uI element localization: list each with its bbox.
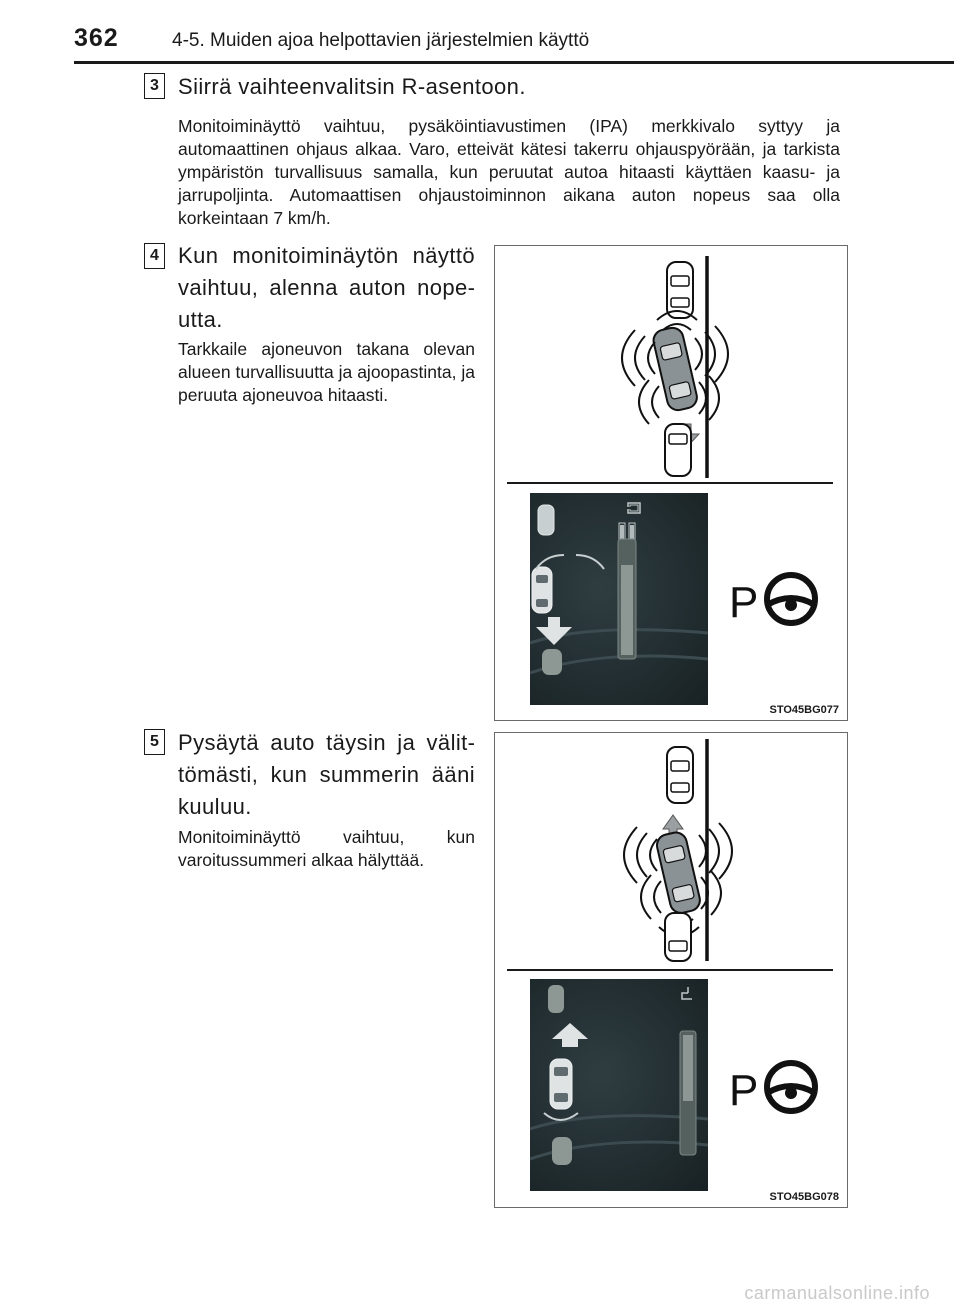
step-3-body: Monitoiminäyttö vaihtuu, pysäköintiavustimen (IPA) merkkivalo syttyy ja automaattinen ohjaus alkaa. Varo, etteivät kätesi takerru ohjauspyörään, ja tarkista ympäristön turvallisuus samalla, kun peruutat autoa hitaasti käyttäen kaasu- ja jarrupoljinta. Automaattisen ohjaustoiminnon aikana auton nopeus saa olla korkeintaan 7 km/h. (178, 116, 840, 228)
parking-top-view-diagram (495, 733, 847, 967)
parked-car-rear-icon (665, 913, 691, 961)
back-icon (682, 987, 692, 999)
parked-car-front-icon (538, 505, 554, 535)
forward-arrow-icon (552, 1023, 588, 1047)
monitor-screen-graphic (530, 979, 708, 1191)
step-4-heading: Kun monitoiminäytön näyttö vaihtuu, alenna auton nopeutta. (178, 243, 475, 332)
page-number: 362 (74, 24, 119, 52)
parked-car-front-icon (548, 985, 564, 1013)
figure-sto45bg078 (494, 732, 848, 1208)
parked-car-rear-icon (542, 649, 562, 675)
steering-wheel-icon (727, 1059, 837, 1119)
ego-car-icon (550, 1059, 572, 1109)
monitor-screen (530, 493, 708, 705)
parked-car-rear-icon (665, 424, 691, 476)
figure-divider (507, 482, 833, 484)
footer-watermark: carmanualsonline.info (744, 1283, 930, 1303)
svg-text:P: P (729, 1066, 759, 1115)
parked-car-rear-icon (552, 1137, 572, 1165)
ego-car-icon (651, 326, 699, 413)
page-header (0, 0, 960, 66)
header-rule (74, 61, 954, 64)
figure-code-1: STO45BG077 (769, 704, 839, 716)
monitor-screen-graphic (530, 493, 708, 705)
parking-top-view-diagram (495, 246, 847, 480)
step-5-heading: Pysäytä auto täysin ja välittömästi, kun summerin ääni kuuluu. (178, 730, 475, 819)
monitor-screen (530, 979, 708, 1191)
ego-car-icon (532, 567, 552, 613)
step-badge-4: 4 (144, 243, 165, 269)
step-3-heading: Siirrä vaihteenvalitsin R-asentoon. (178, 74, 526, 99)
parked-car-front-icon (667, 747, 693, 803)
figure-code-2: STO45BG078 (769, 1191, 839, 1203)
svg-text:P: P (729, 578, 759, 627)
steering-wheel-icon (727, 571, 837, 631)
guide-gauge-fill (683, 1035, 693, 1101)
step-4-body: Tarkkaile ajoneuvon takana olevan alueen turvallisuutta ja ajoopastinta, ja peruuta ajoneuvoa hitaasti. (178, 339, 475, 405)
section-title: 4-5. Muiden ajoa helpottavien järjestelmien käyttö (172, 30, 590, 51)
figure-sto45bg077 (494, 245, 848, 721)
step-badge-3: 3 (144, 73, 165, 99)
parked-car-front-icon (667, 262, 693, 318)
guide-gauge-fill (621, 565, 633, 655)
ego-car-icon (655, 830, 702, 915)
step-5-body: Monitoiminäyttö vaihtuu, kun varoitussummeri alkaa hälyttää. (178, 827, 475, 870)
figure-divider (507, 969, 833, 971)
step-badge-5: 5 (144, 729, 165, 755)
